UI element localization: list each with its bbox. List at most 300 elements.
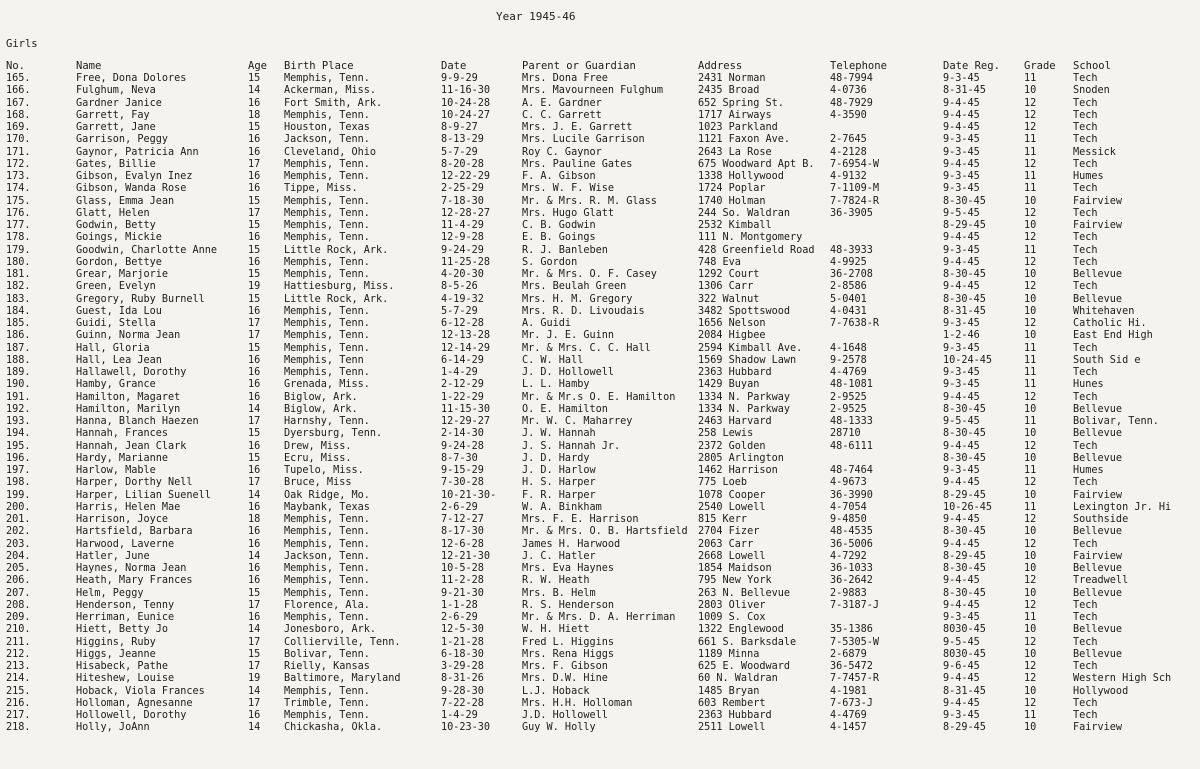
cell-age: 14 [248, 722, 261, 734]
cell-address: 322 Walnut [698, 293, 760, 305]
cell-age: 17 [248, 207, 261, 219]
cell-address: 258 Lewis [698, 428, 754, 440]
cell-no: 190. [6, 379, 31, 391]
cell-name: Hall, Lea Jean [76, 354, 162, 366]
cell-grade: 12 [1024, 636, 1037, 648]
cell-no: 189. [6, 367, 31, 378]
cell-school: Tech [1073, 342, 1098, 354]
cell-grade: 12 [1024, 109, 1037, 121]
cell-telephone: 4-9673 [830, 477, 867, 489]
table-row [0, 612, 1200, 624]
cell-age: 16 [248, 354, 261, 366]
table-row [0, 367, 1200, 379]
cell-date: 8-31-26 [441, 673, 484, 685]
cell-no: 179. [6, 244, 31, 256]
cell-no: 215. [6, 685, 31, 697]
cell-date: 10-5-28 [441, 563, 484, 574]
cell-parent: Mrs. F. Gibson [522, 661, 608, 672]
cell-name: Holly, JoAnn [76, 722, 150, 734]
cell-birth-place: Memphis, Tenn. [284, 158, 370, 170]
cell-no: 195. [6, 440, 31, 452]
table-row [0, 416, 1200, 428]
cell-telephone: 5-0401 [830, 293, 867, 305]
cell-name: Hanna, Blanch Haezen [76, 416, 199, 427]
cell-age: 16 [248, 563, 261, 574]
cell-grade: 10 [1024, 722, 1037, 734]
table-row [0, 171, 1200, 183]
cell-date: 1-4-29 [441, 710, 478, 721]
cell-school: Treadwell [1073, 575, 1129, 587]
cell-parent: J. D. Harlow [522, 465, 596, 476]
cell-address: 1009 S. Cox [698, 612, 766, 623]
cell-date-reg: 9-4-45 [943, 673, 980, 685]
cell-address: 428 Greenfield Road [698, 244, 815, 256]
cell-name: Glatt, Helen [76, 207, 150, 219]
cell-grade: 10 [1024, 330, 1037, 342]
cell-grade: 10 [1024, 85, 1037, 97]
cell-address: 1292 Court [698, 269, 760, 280]
cell-age: 14 [248, 685, 261, 697]
cell-address: 675 Woodward Apt B. [698, 158, 815, 170]
cell-grade: 11 [1024, 244, 1037, 256]
cell-school: Tech [1073, 367, 1098, 378]
cell-date: 8-5-26 [441, 281, 478, 293]
cell-name: Harrison, Joyce [76, 514, 169, 525]
cell-no: 197. [6, 465, 31, 476]
cell-date: 1-4-29 [441, 367, 478, 378]
cell-school: Snoden [1073, 85, 1110, 97]
cell-name: Hardy, Marianne [76, 452, 169, 464]
cell-date: 12-5-30 [441, 624, 484, 636]
cell-parent: J. W. Hannah [522, 428, 596, 440]
cell-date-reg: 9-5-45 [943, 416, 980, 427]
cell-address: 2363 Hubbard [698, 367, 772, 378]
cell-date-reg: 9-3-45 [943, 134, 980, 146]
cell-parent: Mrs. F. E. Harrison [522, 514, 639, 525]
cell-name: Hatler, June [76, 550, 150, 562]
cell-address: 1334 N. Parkway [698, 403, 791, 415]
cell-grade: 11 [1024, 612, 1037, 623]
cell-grade: 12 [1024, 318, 1037, 329]
cell-age: 15 [248, 269, 261, 280]
table-row [0, 330, 1200, 342]
cell-name: Gibson, Wanda Rose [76, 183, 187, 195]
cell-telephone: 36-2708 [830, 269, 873, 280]
table-row [0, 134, 1200, 146]
cell-date: 8-13-29 [441, 134, 484, 146]
table-row [0, 343, 1200, 355]
cell-parent: Mrs. Rena Higgs [522, 648, 615, 660]
cell-date-reg: 9-4-45 [943, 281, 980, 293]
cell-no: 201. [6, 514, 31, 525]
table-row [0, 122, 1200, 134]
cell-address: 2463 Harvard [698, 416, 772, 427]
cell-date: 2-14-30 [441, 428, 484, 440]
table-row [0, 220, 1200, 232]
cell-no: 198. [6, 477, 31, 489]
cell-grade: 10 [1024, 195, 1037, 207]
cell-telephone: 4-0736 [830, 85, 867, 97]
cell-grade: 11 [1024, 501, 1037, 513]
cell-age: 14 [248, 550, 261, 562]
cell-school: Bellevue [1073, 648, 1123, 660]
cell-school: Humes [1073, 465, 1104, 476]
cell-age: 19 [248, 281, 261, 293]
cell-age: 16 [248, 501, 261, 513]
header-grade: Grade [1024, 60, 1056, 72]
cell-age: 16 [248, 183, 261, 195]
cell-telephone: 36-3990 [830, 489, 873, 501]
cell-name: Hallawell, Dorothy [76, 367, 187, 378]
header-parent: Parent or Guardian [522, 60, 636, 72]
cell-telephone: 36-5006 [830, 538, 873, 550]
cell-telephone: 48-1333 [830, 416, 873, 427]
cell-telephone: 35-1386 [830, 624, 873, 636]
cell-date: 12-28-27 [441, 207, 491, 219]
cell-date-reg: 1-2-46 [943, 330, 980, 342]
cell-age: 17 [248, 661, 261, 672]
cell-school: Tech [1073, 122, 1098, 133]
cell-parent: Mrs. Eva Haynes [522, 563, 615, 574]
cell-date: 8-20-28 [441, 158, 484, 170]
cell-birth-place: Memphis, Tenn. [284, 195, 370, 207]
cell-name: Henderson, Tenny [76, 599, 175, 611]
cell-no: 174. [6, 183, 31, 195]
table-row [0, 404, 1200, 416]
cell-telephone: 7-673-J [830, 697, 873, 709]
cell-age: 14 [248, 85, 261, 97]
cell-parent: J.D. Hollowell [522, 710, 608, 721]
cell-no: 185. [6, 318, 31, 329]
cell-grade: 10 [1024, 452, 1037, 464]
cell-parent: Mrs. W. F. Wise [522, 183, 615, 195]
cell-parent: Mrs. Beulah Green [522, 281, 627, 293]
cell-birth-place: Ackerman, Miss. [284, 85, 377, 97]
cell-name: Grear, Marjorie [76, 269, 169, 280]
cell-grade: 10 [1024, 624, 1037, 636]
table-row [0, 159, 1200, 171]
cell-grade: 10 [1024, 587, 1037, 599]
cell-date: 8-17-30 [441, 526, 484, 538]
cell-school: South Sid e [1073, 354, 1141, 366]
table-row [0, 147, 1200, 159]
cell-parent: J. D. Hardy [522, 452, 590, 464]
cell-date: 10-24-27 [441, 109, 491, 121]
table-row [0, 490, 1200, 502]
cell-grade: 12 [1024, 477, 1037, 489]
cell-name: Harwood, Laverne [76, 538, 175, 550]
cell-address: 60 N. Waldran [698, 673, 778, 685]
cell-age: 15 [248, 293, 261, 305]
cell-no: 194. [6, 428, 31, 440]
cell-parent: L.J. Hoback [522, 685, 590, 697]
cell-date-reg: 9-3-45 [943, 183, 980, 195]
cell-age: 15 [248, 587, 261, 599]
cell-no: 193. [6, 416, 31, 427]
cell-date-reg: 9-3-45 [943, 146, 980, 158]
cell-address: 603 Rembert [698, 697, 766, 709]
cell-telephone: 48-7994 [830, 73, 873, 84]
cell-name: Harper, Dorthy Nell [76, 477, 193, 489]
cell-parent: W. H. Hiett [522, 624, 590, 636]
cell-grade: 10 [1024, 403, 1037, 415]
cell-age: 16 [248, 526, 261, 538]
cell-birth-place: Memphis, Tenn. [284, 710, 370, 721]
cell-no: 214. [6, 673, 31, 685]
cell-birth-place: Houston, Texas [284, 122, 370, 133]
cell-telephone: 4-1981 [830, 685, 867, 697]
cell-age: 15 [248, 648, 261, 660]
cell-grade: 11 [1024, 710, 1037, 721]
cell-age: 17 [248, 599, 261, 611]
cell-no: 218. [6, 722, 31, 734]
cell-address: 1429 Buyan [698, 379, 760, 391]
cell-grade: 12 [1024, 599, 1037, 611]
cell-telephone: 7-7824-R [830, 195, 880, 207]
cell-date-reg: 8-29-45 [943, 550, 986, 562]
table-row [0, 673, 1200, 685]
cell-birth-place: Memphis, Tenn. [284, 73, 370, 84]
table-row [0, 514, 1200, 526]
cell-no: 178. [6, 232, 31, 244]
cell-parent: Mr. W. C. Maharrey [522, 416, 633, 427]
cell-parent: Mrs. Pauline Gates [522, 158, 633, 170]
cell-parent: J. C. Hatler [522, 550, 596, 562]
cell-age: 18 [248, 109, 261, 121]
cell-name: Guinn, Norma Jean [76, 330, 181, 342]
cell-age: 16 [248, 465, 261, 476]
cell-date: 9-24-29 [441, 244, 484, 256]
cell-age: 16 [248, 97, 261, 109]
cell-age: 15 [248, 342, 261, 354]
cell-address: 2435 Broad [698, 85, 760, 97]
cell-birth-place: Memphis, Tenn. [284, 305, 370, 317]
cell-no: 213. [6, 661, 31, 672]
cell-grade: 11 [1024, 465, 1037, 476]
cell-name: Hiteshew, Louise [76, 673, 175, 685]
cell-no: 196. [6, 452, 31, 464]
cell-school: Bellevue [1073, 269, 1123, 280]
cell-school: Tech [1073, 599, 1098, 611]
cell-age: 17 [248, 318, 261, 329]
cell-birth-place: Biglow, Ark. [284, 403, 358, 415]
cell-address: 2805 Arlington [698, 452, 784, 464]
cell-telephone: 4-2128 [830, 146, 867, 158]
cell-date-reg: 10-26-45 [943, 501, 993, 513]
cell-grade: 11 [1024, 134, 1037, 146]
cell-birth-place: Memphis, Tenn. [284, 538, 370, 550]
cell-date: 12-21-30 [441, 550, 491, 562]
cell-date: 9-9-29 [441, 73, 478, 84]
cell-date: 2-6-29 [441, 612, 478, 623]
cell-age: 17 [248, 697, 261, 709]
cell-parent: Mrs. H. M. Gregory [522, 293, 633, 305]
cell-name: Green, Evelyn [76, 281, 156, 293]
cell-birth-place: Jackson, Tenn. [284, 550, 370, 562]
cell-school: Bellevue [1073, 428, 1123, 440]
table-row [0, 722, 1200, 734]
cell-date: 1-1-28 [441, 599, 478, 611]
cell-parent: Mrs. Hugo Glatt [522, 207, 615, 219]
cell-date-reg: 9-3-45 [943, 612, 980, 623]
cell-address: 1485 Bryan [698, 685, 760, 697]
cell-date-reg: 9-5-45 [943, 207, 980, 219]
cell-date: 4-20-30 [441, 269, 484, 280]
cell-birth-place: Memphis, Tenn. [284, 171, 370, 182]
cell-birth-place: Ecru, Miss. [284, 452, 352, 464]
cell-date-reg: 9-4-45 [943, 440, 980, 452]
header-no: No. [6, 60, 25, 72]
cell-no: 167. [6, 97, 31, 109]
cell-birth-place: Memphis, Tenn. [284, 612, 370, 623]
cell-date-reg: 8-29-45 [943, 489, 986, 501]
cell-date-reg: 9-3-45 [943, 465, 980, 476]
cell-name: Hartsfield, Barbara [76, 526, 193, 538]
cell-grade: 12 [1024, 122, 1037, 133]
cell-telephone: 7-3187-J [830, 599, 880, 611]
cell-address: 2511 Lowell [698, 722, 766, 734]
cell-date: 6-12-28 [441, 318, 484, 329]
cell-school: Tech [1073, 256, 1098, 268]
cell-date-reg: 10-24-45 [943, 354, 993, 366]
cell-date-reg: 8-30-45 [943, 269, 986, 280]
cell-date-reg: 9-6-45 [943, 661, 980, 672]
cell-grade: 11 [1024, 183, 1037, 195]
table-row [0, 110, 1200, 122]
cell-date-reg: 8-31-45 [943, 685, 986, 697]
cell-school: Tech [1073, 134, 1098, 146]
cell-no: 210. [6, 624, 31, 636]
cell-date: 4-19-32 [441, 293, 484, 305]
cell-age: 15 [248, 452, 261, 464]
cell-address: 1717 Airways [698, 109, 772, 121]
cell-school: Tech [1073, 391, 1098, 403]
cell-grade: 10 [1024, 428, 1037, 440]
header-telephone: Telephone [830, 60, 887, 72]
cell-parent: Mrs. Mavourneen Fulghum [522, 85, 664, 97]
cell-birth-place: Bolivar, Tenn. [284, 648, 370, 660]
cell-grade: 10 [1024, 220, 1037, 231]
cell-age: 17 [248, 477, 261, 489]
table-row [0, 551, 1200, 563]
cell-birth-place: Dyersburg, Tenn. [284, 428, 383, 440]
cell-name: Glass, Emma Jean [76, 195, 175, 207]
cell-date-reg: 9-4-45 [943, 232, 980, 244]
cell-date: 9-24-28 [441, 440, 484, 452]
cell-school: Humes [1073, 171, 1104, 182]
cell-no: 216. [6, 697, 31, 709]
cell-school: Tech [1073, 636, 1098, 648]
cell-name: Heath, Mary Frances [76, 575, 193, 587]
cell-date: 11-2-28 [441, 575, 484, 587]
cell-telephone: 7-5305-W [830, 636, 880, 648]
table-row [0, 281, 1200, 293]
cell-address: 1023 Parkland [698, 122, 778, 133]
table-row [0, 306, 1200, 318]
cell-no: 211. [6, 636, 31, 648]
cell-no: 203. [6, 538, 31, 550]
table-row [0, 575, 1200, 587]
cell-telephone: 4-3590 [830, 109, 867, 121]
cell-school: Tech [1073, 183, 1098, 195]
table-row [0, 661, 1200, 673]
cell-date: 1-21-28 [441, 636, 484, 648]
cell-telephone: 36-3905 [830, 207, 873, 219]
cell-age: 16 [248, 379, 261, 391]
cell-name: Goings, Mickie [76, 232, 162, 244]
cell-grade: 12 [1024, 673, 1037, 685]
cell-school: Fairview [1073, 550, 1123, 562]
header-age: Age [248, 60, 267, 72]
cell-date-reg: 9-5-45 [943, 636, 980, 648]
cell-date-reg: 8-30-45 [943, 428, 986, 440]
cell-date-reg: 8030-45 [943, 648, 986, 660]
cell-parent: Mrs. Lucile Garrison [522, 134, 645, 146]
cell-age: 16 [248, 538, 261, 550]
cell-address: 1656 Nelson [698, 318, 766, 329]
cell-grade: 11 [1024, 416, 1037, 427]
cell-school: Tech [1073, 661, 1098, 672]
cell-birth-place: Baltimore, Maryland [284, 673, 401, 685]
cell-parent: Mrs. D.W. Hine [522, 673, 608, 685]
header-name: Name [76, 60, 102, 72]
header-address: Address [698, 60, 743, 72]
cell-grade: 12 [1024, 232, 1037, 244]
cell-birth-place: Little Rock, Ark. [284, 244, 389, 256]
cell-telephone: 2-8586 [830, 281, 867, 293]
cell-grade: 12 [1024, 281, 1037, 293]
cell-telephone: 36-2642 [830, 575, 873, 587]
table-row [0, 526, 1200, 538]
table-row [0, 637, 1200, 649]
cell-date: 9-28-30 [441, 685, 484, 697]
cell-address: 1078 Cooper [698, 489, 766, 501]
cell-date-reg: 9-4-45 [943, 477, 980, 489]
cell-parent: A. Guidi [522, 318, 572, 329]
cell-grade: 12 [1024, 207, 1037, 219]
cell-name: Garrett, Fay [76, 109, 150, 121]
cell-name: Free, Dona Dolores [76, 73, 187, 84]
table-row [0, 477, 1200, 489]
table-row [0, 85, 1200, 97]
cell-parent: Mrs. H.H. Holloman [522, 697, 633, 709]
cell-date-reg: 9-3-45 [943, 318, 980, 329]
cell-age: 14 [248, 624, 261, 636]
cell-grade: 10 [1024, 685, 1037, 697]
cell-birth-place: Memphis, Tenn. [284, 587, 370, 599]
cell-age: 16 [248, 367, 261, 378]
cell-school: Bellevue [1073, 587, 1123, 599]
cell-birth-place: Cleveland, Ohio [284, 146, 377, 158]
cell-birth-place: Collierville, Tenn. [284, 636, 401, 648]
cell-date-reg: 8-30-45 [943, 195, 986, 207]
cell-grade: 11 [1024, 367, 1037, 378]
cell-school: Tech [1073, 281, 1098, 293]
cell-telephone: 48-1081 [830, 379, 873, 391]
cell-date: 8-7-30 [441, 452, 478, 464]
cell-name: Fulghum, Neva [76, 85, 156, 97]
cell-school: Tech [1073, 538, 1098, 550]
cell-age: 19 [248, 673, 261, 685]
cell-school: Hollywood [1073, 685, 1129, 697]
cell-age: 16 [248, 171, 261, 182]
cell-date: 1-22-29 [441, 391, 484, 403]
cell-name: Hollowell, Dorothy [76, 710, 187, 721]
cell-birth-place: Oak Ridge, Mo. [284, 489, 370, 501]
cell-no: 205. [6, 563, 31, 574]
cell-parent: R. S. Henderson [522, 599, 615, 611]
table-row [0, 98, 1200, 110]
